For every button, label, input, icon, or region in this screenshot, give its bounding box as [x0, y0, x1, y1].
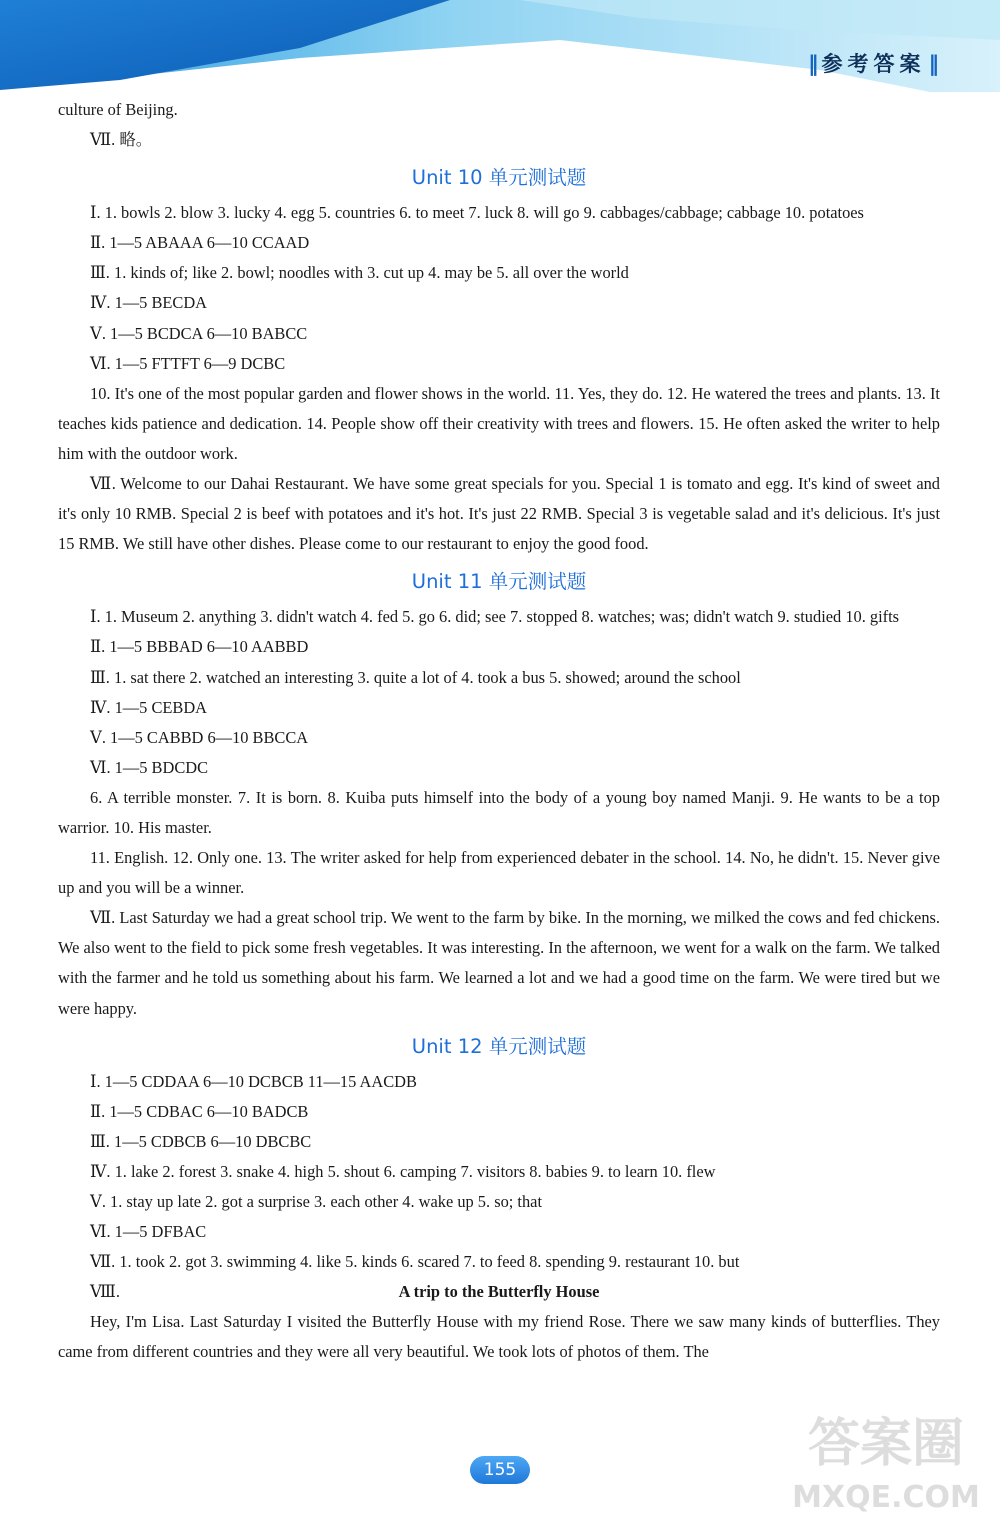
answer-paragraph: Ⅵ. 1—5 DFBAC	[90, 1222, 207, 1242]
answer-paragraph: 10. It's one of the most popular garden and flower shows in the world. 11. Yes, they do. 12. He watered the trees and plants. 13. It teaches kids patience and dedication. 14. People show off their creativity with trees and flowers. 15. He often asked the writer to help him with the outdoor work.	[58, 383, 940, 463]
answer-paragraph: 11. English. 12. Only one. 13. The writer asked for help from experienced debater in the school. 14. No, he didn't. 15. Never give up and you will be a winner.	[58, 848, 940, 898]
answer-paragraph: Ⅲ. 1. kinds of; like 2. bowl; noodles with 3. cut up 4. may be 5. all over the world	[90, 263, 629, 283]
header-label: ‖ 参考答案 ‖	[805, 48, 942, 78]
answer-paragraph: Ⅲ. 1. sat there 2. watched an interesting 3. quite a lot of 4. took a bus 5. showed; around the school	[90, 667, 741, 687]
answer-paragraph: Ⅰ. 1. bowls 2. blow 3. lucky 4. egg 5. countries 6. to meet 7. luck 8. will go 9. cabbages/cabbage; cabbage 10. potatoes	[90, 203, 864, 223]
answer-paragraph: 6. A terrible monster. 7. It is born. 8. Kuiba puts himself into the body of a young boy named Manji. 9. He wants to be a top warrior. 10. His master.	[58, 787, 940, 837]
header-banner	[0, 0, 1000, 92]
answer-paragraph: Ⅳ. 1—5 CEBDA	[90, 697, 207, 717]
answer-paragraph: Ⅵ. 1—5 FTTFT 6—9 DCBC	[90, 353, 286, 373]
answer-paragraph: Ⅰ. 1—5 CDDAA 6—10 DCBCB 11—15 AACDB	[90, 1071, 417, 1091]
answer-paragraph: Ⅱ. 1—5 ABAAA 6—10 CCAAD	[90, 233, 310, 253]
answer-paragraph: Ⅳ. 1—5 BECDA	[90, 293, 207, 313]
answer-paragraph: Ⅴ. 1. stay up late 2. got a surprise 3. each other 4. wake up 5. so; that	[90, 1192, 542, 1211]
watermark-text-en: MXQE.COM	[792, 1480, 980, 1515]
watermark-logo	[780, 1399, 992, 1519]
answer-paragraph: Ⅵ. 1—5 BDCDC	[90, 757, 209, 777]
answer-paragraph: Ⅶ. 1. took 2. got 3. swimming 4. like 5. kinds 6. scared 7. to feed 8. spending 9. restaurant 10. but	[90, 1252, 740, 1272]
unit-title: Unit 11 单元测试题	[411, 570, 587, 594]
watermark-text-cn: 答案圈	[807, 1414, 965, 1474]
answer-content	[58, 95, 940, 1368]
answer-paragraph: Ⅳ. 1. lake 2. forest 3. snake 4. high 5. shout 6. camping 7. visitors 8. babies 9. to learn 10. flew	[90, 1161, 716, 1181]
unit-title: Unit 12 单元测试题	[411, 1034, 587, 1058]
answer-paragraph: Ⅴ. 1—5 CABBD 6—10 BBCCA	[90, 727, 309, 747]
answer-paragraph: Ⅰ. 1. Museum 2. anything 3. didn't watch 4. fed 5. go 6. did; see 7. stopped 8. watches; was; didn't watch 9. studied 10. gifts	[90, 607, 900, 627]
answer-paragraph: Ⅲ. 1—5 CDBCB 6—10 DBCBC	[90, 1131, 312, 1151]
answer-paragraph: Ⅴ. 1—5 BCDCA 6—10 BABCC	[90, 323, 308, 343]
story-text: Hey, I'm Lisa. Last Saturday I visited the Butterfly House with my friend Rose. There we saw many kinds of butterflies. They came from different countries and they were all very beautiful. We took lots of photos of them. The	[58, 1312, 940, 1362]
banner-graphic	[0, 0, 1000, 92]
answer-paragraph: Ⅱ. 1—5 CDBAC 6—10 BADCB	[90, 1101, 309, 1121]
section-label: Ⅷ.	[90, 1282, 120, 1302]
story-title: A trip to the Butterfly House	[398, 1282, 600, 1302]
story-heading	[58, 1277, 940, 1307]
answer-paragraph: Ⅶ. Last Saturday we had a great school trip. We went to the farm by bike. In the morning, we milked the cows and fed chickens. We also went to the field to pick some fresh vegetables. It was interesting. In the afternoon, we went for a walk on the farm. We talked with the farmer and he told us something about his farm. We learned a lot and we had a good time on the farm. We were tired but we were happy.	[58, 908, 940, 1018]
unit-title: Unit 10 单元测试题	[411, 166, 587, 190]
intro-line: Ⅶ. 略。	[90, 130, 153, 150]
answer-paragraph: Ⅱ. 1—5 BBBAD 6—10 AABBD	[90, 637, 309, 657]
intro-line: culture of Beijing.	[58, 100, 178, 119]
answer-paragraph: Ⅶ. Welcome to our Dahai Restaurant. We have some great specials for you. Special 1 is tomato and egg. It's kind of sweet and it's only 10 RMB. Special 2 is beef with potatoes and it's hot. It's just 22 RMB. Special 3 is vegetable salad and it's delicious. It's just 15 RMB. We still have other dishes. Please come to our restaurant to enjoy the good food.	[58, 474, 940, 554]
page-number: 155	[470, 1456, 530, 1484]
